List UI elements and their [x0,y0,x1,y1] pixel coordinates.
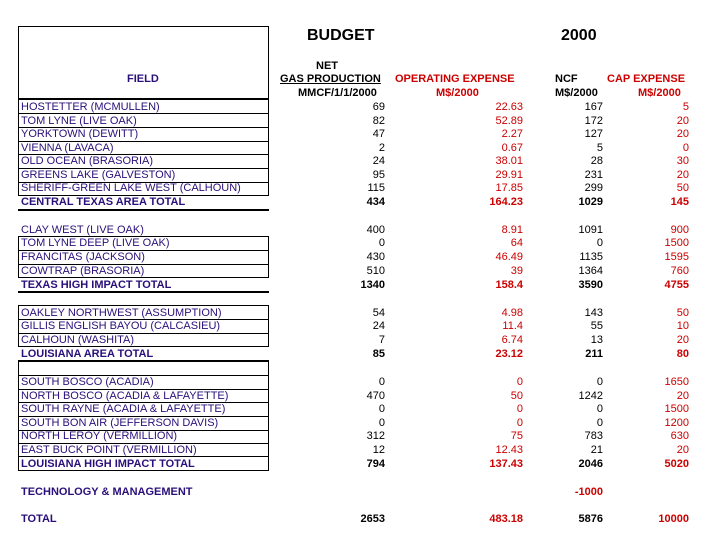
total-row-opex: 137.43 [489,458,523,470]
row-capex: 1500 [664,237,689,249]
header-capex: CAP EXPENSE [607,73,686,85]
row-field: NORTH LEROY (VERMILLION) [21,430,178,442]
row-opex: 17.85 [495,182,523,194]
row-field: OAKLEY NORTHWEST (ASSUMPTION) [21,307,222,319]
row-gas: 69 [372,101,385,113]
year-title: 2000 [561,27,597,44]
row-opex: 0 [516,403,523,415]
row-field: HOSTETTER (MCMULLEN) [21,101,160,113]
grand-total-capex: 10000 [658,513,689,525]
row-gas: 430 [366,251,385,263]
row-opex: 12.43 [495,444,523,456]
total-row-capex: 4755 [664,279,689,291]
total-row-opex: 158.4 [495,279,523,291]
row-capex: 10 [676,320,689,332]
header-ncf: NCF [555,73,578,85]
header-field: FIELD [127,73,159,85]
row-gas: 82 [372,115,385,127]
row-field: OLD OCEAN (BRASORIA) [21,155,154,167]
row-gas: 400 [366,224,385,236]
row-capex: 1650 [664,376,689,388]
row-ncf: 0 [596,403,603,415]
row-opex: 11.4 [502,320,523,332]
row-ncf: 0 [596,237,603,249]
row-ncf: 783 [584,430,603,442]
row-gas: 12 [372,444,385,456]
row-ncf: 299 [584,182,603,194]
row-gas: 115 [367,182,385,194]
row-gas: 0 [378,376,385,388]
row-capex: 1500 [664,403,689,415]
total-row-opex: 23.12 [495,348,523,360]
row-gas: 0 [378,403,385,415]
total-row-field: CENTRAL TEXAS AREA TOTAL [21,196,186,208]
row-opex: 8.91 [501,224,523,236]
tech-mgmt-field: TECHNOLOGY & MANAGEMENT [21,486,193,498]
total-row-ncf: 1029 [578,196,603,208]
row-ncf: 21 [590,444,603,456]
row-capex: 20 [676,334,689,346]
row-opex: 52.89 [495,115,523,127]
total-row-opex: 164.23 [489,196,523,208]
total-row-gas: 794 [366,458,385,470]
row-field: CLAY WEST (LIVE OAK) [21,224,144,236]
row-opex: 50 [510,390,523,402]
row-field: CALHOUN (WASHITA) [21,334,135,346]
total-row-ncf: 2046 [578,458,603,470]
row-field: VIENNA (LAVACA) [21,142,114,154]
tech-mgmt-ncf: -1000 [574,486,603,498]
total-row-capex: 80 [676,348,689,360]
row-field: TOM LYNE (LIVE OAK) [21,115,137,127]
row-capex: 20 [676,115,689,127]
header-opex: OPERATING EXPENSE [395,73,515,85]
row-field: GREENS LAKE (GALVESTON) [21,169,176,181]
row-capex: 900 [670,224,689,236]
total-row-gas: 434 [366,196,385,208]
header-field-box [18,26,269,99]
row-capex: 630 [670,430,689,442]
total-row-field: TEXAS HIGH IMPACT TOTAL [21,279,172,291]
total-row-gas: 1340 [360,279,385,291]
total-row-capex: 145 [670,196,689,208]
grand-total-field: TOTAL [21,513,57,525]
row-field: COWTRAP (BRASORIA) [21,265,145,277]
budget-title: BUDGET [307,27,375,44]
row-gas: 47 [372,128,385,140]
row-field: GILLIS ENGLISH BAYOU (CALCASIEU) [21,320,221,332]
row-opex: 4.98 [501,307,523,319]
row-gas: 0 [378,237,385,249]
grand-total-opex: 483.18 [489,513,523,525]
row-opex: 39 [510,265,523,277]
row-gas: 2 [378,142,385,154]
row-ncf: 167 [584,101,603,113]
row-capex: 20 [676,128,689,140]
row-ncf: 1091 [578,224,603,236]
header-gas-line1: NET [316,60,338,72]
row-opex: 22.63 [495,101,523,113]
row-field: YORKTOWN (DEWITT) [21,128,139,140]
row-opex: 0 [516,376,523,388]
row-opex: 64 [510,237,523,249]
total-row-field: LOUISIANA HIGH IMPACT TOTAL [21,458,195,470]
row-capex: 20 [676,390,689,402]
row-opex: 38.01 [495,155,523,167]
row-ncf: 127 [584,128,603,140]
row-gas: 54 [372,307,385,319]
row-gas: 312 [366,430,385,442]
grand-total-gas: 2653 [360,513,385,525]
row-gas: 24 [372,320,385,332]
row-ncf: 172 [584,115,603,127]
total-row-ncf: 3590 [578,279,603,291]
row-ncf: 0 [596,376,603,388]
row-gas: 95 [372,169,385,181]
header-gas-line2: GAS PRODUCTION [280,73,381,85]
total-row-capex: 5020 [664,458,689,470]
row-gas: 0 [378,417,385,429]
row-ncf: 13 [590,334,603,346]
row-gas: 7 [378,334,385,346]
row-opex: 0.67 [501,142,523,154]
row-ncf: 1135 [579,251,603,263]
header-opex-unit: M$/2000 [436,87,479,99]
row-opex: 75 [510,430,523,442]
row-gas: 470 [366,390,385,402]
row-capex: 0 [682,142,689,154]
row-opex: 29.91 [495,169,523,181]
row-ncf: 231 [584,169,603,181]
header-gas-unit: MMCF/1/1/2000 [298,87,377,99]
header-capex-unit: M$/2000 [638,87,681,99]
row-field: SOUTH BOSCO (ACADIA) [21,376,154,388]
row-capex: 30 [676,155,689,167]
row-capex: 50 [676,182,689,194]
row-opex: 46.49 [495,251,523,263]
row-ncf: 5 [596,142,603,154]
row-capex: 50 [676,307,689,319]
row-capex: 1200 [664,417,689,429]
row-field: FRANCITAS (JACKSON) [21,251,145,263]
row-field: SOUTH BON AIR (JEFFERSON DAVIS) [21,417,219,429]
row-field: EAST BUCK POINT (VERMILLION) [21,444,197,456]
total-row-field: LOUISIANA AREA TOTAL [21,348,154,360]
row-opex: 0 [516,417,523,429]
row-ncf: 55 [590,320,603,332]
row-ncf: 28 [590,155,603,167]
row-ncf: 0 [596,417,603,429]
row-gas: 510 [366,265,385,277]
row-opex: 2.27 [501,128,523,140]
header-ncf-unit: M$/2000 [555,87,598,99]
row-opex: 6.74 [501,334,523,346]
row-ncf: 143 [584,307,603,319]
row-field: NORTH BOSCO (ACADIA & LAFAYETTE) [21,390,229,402]
row-field: SOUTH RAYNE (ACADIA & LAFAYETTE) [21,403,226,415]
grand-total-ncf: 5876 [578,513,603,525]
row-capex: 1595 [664,251,689,263]
row-capex: 760 [670,265,689,277]
row-field: SHERIFF-GREEN LAKE WEST (CALHOUN) [21,182,241,194]
total-row-gas: 85 [372,348,385,360]
row-capex: 20 [676,444,689,456]
row-ncf: 1364 [578,265,603,277]
row-gas: 24 [372,155,385,167]
row-capex: 5 [682,101,689,113]
row-capex: 20 [676,169,689,181]
row-field: TOM LYNE DEEP (LIVE OAK) [21,237,170,249]
row-ncf: 1242 [578,390,603,402]
total-row-ncf: 211 [585,348,603,360]
